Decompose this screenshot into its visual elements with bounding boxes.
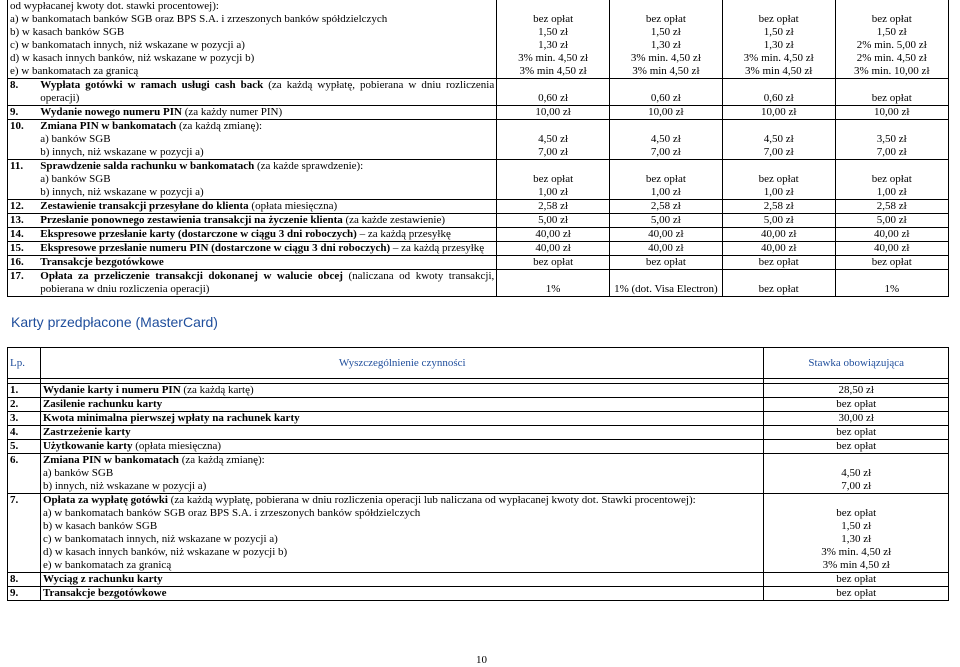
value-cell: bez opłat 1,50 zł 1,30 zł 3% min. 4,50 zł 3% min 4,50 zł xyxy=(722,0,835,79)
value-cell: 4,50 zł 7,00 zł xyxy=(764,454,949,494)
row-number: 13. xyxy=(8,214,39,228)
row-description: Wypłata gotówki w ramach usługi cash back (za każdą wypłatę, pobierana w dniu rozliczenia operacji) xyxy=(38,79,496,106)
value-cell: 40,00 zł xyxy=(497,242,610,256)
value-cell: 5,00 zł xyxy=(610,214,723,228)
value-cell: 0,60 zł xyxy=(610,79,723,106)
value-cell: bez opłat 1,50 zł 1,30 zł 3% min. 4,50 zł 3% min 4,50 zł xyxy=(764,494,949,573)
table-row xyxy=(8,270,949,297)
row-number: 9. xyxy=(8,106,39,120)
row-number: 12. xyxy=(8,200,39,214)
row-number: 4. xyxy=(8,426,41,440)
row-number: 15. xyxy=(8,242,39,256)
value-cell: bez opłat 1,00 zł xyxy=(722,160,835,200)
value-cell: bez opłat xyxy=(764,398,949,412)
value-cell: 2,58 zł xyxy=(722,200,835,214)
value-cell: 10,00 zł xyxy=(497,106,610,120)
value-cell: 30,00 zł xyxy=(764,412,949,426)
value-cell: 5,00 zł xyxy=(835,214,948,228)
row-description: Kwota minimalna pierwszej wpłaty na rachunek karty xyxy=(40,412,764,426)
table-row xyxy=(8,398,949,412)
value-cell: 40,00 zł xyxy=(835,228,948,242)
value-cell: bez opłat xyxy=(497,256,610,270)
value-cell: 10,00 zł xyxy=(835,106,948,120)
value-cell: bez opłat 1,50 zł 1,30 zł 3% min. 4,50 zł 3% min 4,50 zł xyxy=(497,0,610,79)
row-number: 16. xyxy=(8,256,39,270)
value-cell: bez opłat xyxy=(764,587,949,601)
table-row xyxy=(8,214,949,228)
row-description: Opłata za przeliczenie transakcji dokonanej w walucie obcej (naliczana od kwoty transakcji, pobierana w dniu rozliczenia operacji) xyxy=(38,270,496,297)
table-row xyxy=(8,200,949,214)
value-cell: 4,50 zł 7,00 zł xyxy=(610,120,723,160)
value-cell: bez opłat xyxy=(764,573,949,587)
value-cell: bez opłat 1,50 zł 2% min. 5,00 zł 2% min. 4,50 zł 3% min. 10,00 zł xyxy=(835,0,948,79)
row-number: 2. xyxy=(8,398,41,412)
value-cell: bez opłat 1,00 zł xyxy=(835,160,948,200)
page-number: 10 xyxy=(476,654,487,666)
value-cell: bez opłat xyxy=(722,256,835,270)
table-row xyxy=(8,228,949,242)
value-cell: 10,00 zł xyxy=(610,106,723,120)
table-header-row xyxy=(8,348,949,379)
row-description: Sprawdzenie salda rachunku w bankomatach (za każde sprawdzenie): a) banków SGB b) innych, niż wskazane w pozycji a) xyxy=(38,160,496,200)
value-cell: bez opłat xyxy=(764,426,949,440)
value-cell: 1% xyxy=(497,270,610,297)
value-cell: 4,50 zł 7,00 zł xyxy=(497,120,610,160)
value-cell: 1% xyxy=(835,270,948,297)
value-cell: 5,00 zł xyxy=(497,214,610,228)
table-row xyxy=(8,160,949,200)
row-number: 6. xyxy=(8,454,41,494)
value-cell: 2,58 zł xyxy=(497,200,610,214)
table-row xyxy=(8,412,949,426)
row-description: Zmiana PIN w bankomatach (za każdą zmianę): a) banków SGB b) innych, niż wskazane w pozycji a) xyxy=(40,454,764,494)
value-cell: 40,00 zł xyxy=(835,242,948,256)
row-number: 7. xyxy=(8,494,41,573)
table-row xyxy=(8,256,949,270)
table-row xyxy=(8,440,949,454)
row-description: Ekspresowe przesłanie karty (dostarczone w ciągu 3 dni roboczych) – za każdą przesyłkę xyxy=(38,228,496,242)
value-cell: 1% (dot. Visa Electron) xyxy=(610,270,723,297)
value-cell: bez opłat xyxy=(722,270,835,297)
value-cell: 28,50 zł xyxy=(764,384,949,398)
section-heading-prepaid-cards: Karty przedpłacone (MasterCard) xyxy=(11,314,218,330)
row-number: 5. xyxy=(8,440,41,454)
row-description: Ekspresowe przesłanie numeru PIN (dostarczone w ciągu 3 dni roboczych) – za każdą przesyłkę xyxy=(38,242,496,256)
table-row xyxy=(8,573,949,587)
row-description: Przesłanie ponownego zestawienia transakcji na życzenie klienta (za każde zestawienie) xyxy=(38,214,496,228)
value-cell: bez opłat xyxy=(835,256,948,270)
row-number: 9. xyxy=(8,587,41,601)
row-description: Transakcje bezgotówkowe xyxy=(38,256,496,270)
value-cell: 0,60 zł xyxy=(722,79,835,106)
value-cell: bez opłat 1,00 zł xyxy=(497,160,610,200)
table-row xyxy=(8,384,949,398)
row-description: Zasilenie rachunku karty xyxy=(40,398,764,412)
row-description: Zmiana PIN w bankomatach (za każdą zmianę): a) banków SGB b) innych, niż wskazane w pozycji a) xyxy=(38,120,496,160)
value-cell: 4,50 zł 7,00 zł xyxy=(722,120,835,160)
row-number: 8. xyxy=(8,573,41,587)
fees-table-debit-cards xyxy=(7,0,949,297)
value-cell: 40,00 zł xyxy=(610,228,723,242)
row-number: 8. xyxy=(8,79,39,106)
value-cell: 40,00 zł xyxy=(722,242,835,256)
value-cell: bez opłat 1,50 zł 1,30 zł 3% min. 4,50 zł 3% min 4,50 zł xyxy=(610,0,723,79)
row-number: 17. xyxy=(8,270,39,297)
table-row-cash-withdrawal xyxy=(8,0,949,79)
header-rate: Stawka obowiązująca xyxy=(764,348,949,379)
value-cell: 3,50 zł 7,00 zł xyxy=(835,120,948,160)
table-row xyxy=(8,120,949,160)
row-description: Użytkowanie karty (opłata miesięczna) xyxy=(40,440,764,454)
table-row xyxy=(8,426,949,440)
row-description: Zastrzeżenie karty xyxy=(40,426,764,440)
row-description: Wydanie karty i numeru PIN (za każdą kartę) xyxy=(40,384,764,398)
table-row xyxy=(8,494,949,573)
row-number: 11. xyxy=(8,160,39,200)
value-cell: bez opłat xyxy=(835,79,948,106)
value-cell: 40,00 zł xyxy=(610,242,723,256)
row-number: 3. xyxy=(8,412,41,426)
row-number: 10. xyxy=(8,120,39,160)
value-cell: 5,00 zł xyxy=(722,214,835,228)
table-row xyxy=(8,242,949,256)
row-description: Wyciąg z rachunku karty xyxy=(40,573,764,587)
value-cell: 0,60 zł xyxy=(497,79,610,106)
table-row xyxy=(8,587,949,601)
table-row xyxy=(8,79,949,106)
cash-withdrawal-description: od wypłacanej kwoty dot. stawki procentowej): a) w bankomatach banków SGB oraz BPS S.A. i zrzeszonych banków spółdzielczych b) w kasach banków SGB c) w bankomatach innych, niż wskazane w pozycji a) d) w kasach innych banków, niż wskazane w pozycji b) e) w bankomatach za granicą xyxy=(8,0,497,79)
fees-table-prepaid-cards xyxy=(7,347,949,601)
row-description: Zestawienie transakcji przesyłane do klienta (opłata miesięczna) xyxy=(38,200,496,214)
table-row xyxy=(8,454,949,494)
value-cell: bez opłat xyxy=(764,440,949,454)
table-row xyxy=(8,106,949,120)
row-description: Transakcje bezgotówkowe xyxy=(40,587,764,601)
row-description: Opłata za wypłatę gotówki (za każdą wypłatę, pobierana w dniu rozliczenia operacji lub naliczana od wypłacanej kwoty dot. Stawki procentowej): a) w bankomatach banków SGB oraz BPS S.A. i zrzeszonych banków spółdzielczych b) w kasach banków SGB c) w bankomatach innych, niż wskazane w pozycji a) d) w kasach innych banków, niż wskazane w pozycji b) e) w bankomatach za granicą xyxy=(40,494,764,573)
value-cell: 2,58 zł xyxy=(835,200,948,214)
header-lp: Lp. xyxy=(8,348,41,379)
value-cell: 2,58 zł xyxy=(610,200,723,214)
value-cell: 10,00 zł xyxy=(722,106,835,120)
row-description: Wydanie nowego numeru PIN (za każdy numer PIN) xyxy=(38,106,496,120)
value-cell: 40,00 zł xyxy=(722,228,835,242)
value-cell: bez opłat 1,00 zł xyxy=(610,160,723,200)
row-number: 1. xyxy=(8,384,41,398)
header-description: Wyszczególnienie czynności xyxy=(40,348,764,379)
row-number: 14. xyxy=(8,228,39,242)
value-cell: bez opłat xyxy=(610,256,723,270)
value-cell: 40,00 zł xyxy=(497,228,610,242)
